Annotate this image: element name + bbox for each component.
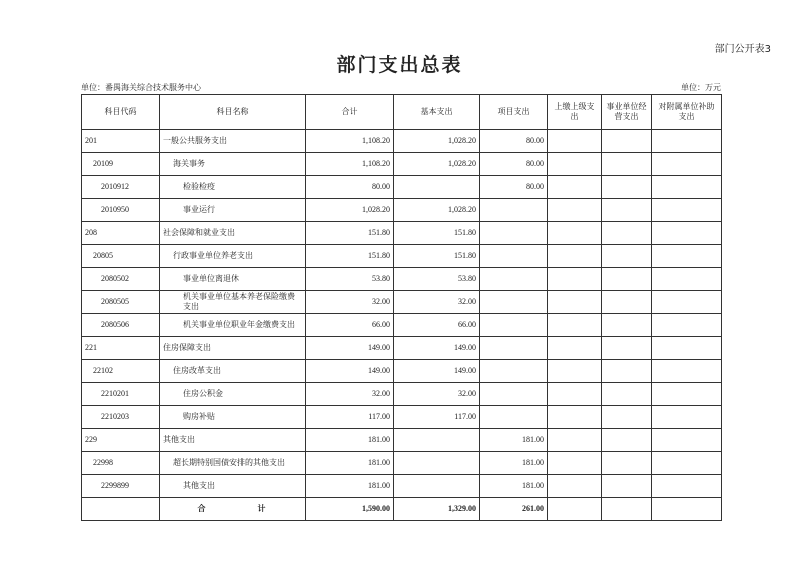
basic-cell: 1,028.20	[394, 130, 480, 153]
table-row	[82, 360, 722, 383]
total-business-cell	[602, 498, 652, 521]
basic-cell	[394, 475, 480, 498]
business-operation-cell	[602, 291, 652, 314]
name-cell: 一般公共服务支出	[160, 130, 306, 153]
table-header-row	[82, 95, 722, 130]
table-row	[82, 452, 722, 475]
basic-cell: 1,028.20	[394, 199, 480, 222]
table-row	[82, 314, 722, 337]
name-cell: 海关事务	[160, 153, 306, 176]
code-cell: 208	[82, 222, 160, 245]
total-row	[82, 498, 722, 521]
code-cell: 2010912	[82, 176, 160, 199]
table-row	[82, 222, 722, 245]
project-cell: 181.00	[480, 475, 548, 498]
basic-cell: 151.80	[394, 222, 480, 245]
header-subsidiary-subsidy: 对附属单位补助支出	[652, 95, 722, 130]
business-operation-cell	[602, 383, 652, 406]
table-row	[82, 475, 722, 498]
subsidiary-subsidy-cell	[652, 130, 722, 153]
total-cell: 66.00	[306, 314, 394, 337]
code-cell: 2080505	[82, 291, 160, 314]
header-name: 科目名称	[160, 95, 306, 130]
project-cell	[480, 383, 548, 406]
code-cell: 221	[82, 337, 160, 360]
project-cell: 181.00	[480, 452, 548, 475]
name-cell: 住房保障支出	[160, 337, 306, 360]
total-cell: 181.00	[306, 452, 394, 475]
total-amount-cell: 1,590.00	[306, 498, 394, 521]
name-cell: 其他支出	[160, 429, 306, 452]
header-business-operation: 事业单位经营支出	[602, 95, 652, 130]
total-cell: 1,108.20	[306, 130, 394, 153]
upper-payment-cell	[548, 176, 602, 199]
table-row	[82, 291, 722, 314]
upper-payment-cell	[548, 360, 602, 383]
basic-cell	[394, 429, 480, 452]
upper-payment-cell	[548, 406, 602, 429]
name-cell: 机关事业单位职业年金缴费支出	[160, 314, 306, 337]
total-cell: 149.00	[306, 337, 394, 360]
total-cell: 117.00	[306, 406, 394, 429]
basic-cell: 66.00	[394, 314, 480, 337]
basic-cell: 53.80	[394, 268, 480, 291]
business-operation-cell	[602, 268, 652, 291]
project-cell	[480, 222, 548, 245]
upper-payment-cell	[548, 268, 602, 291]
business-operation-cell	[602, 176, 652, 199]
business-operation-cell	[602, 337, 652, 360]
project-cell	[480, 291, 548, 314]
table-row	[82, 245, 722, 268]
subsidiary-subsidy-cell	[652, 383, 722, 406]
table-row	[82, 176, 722, 199]
subsidiary-subsidy-cell	[652, 360, 722, 383]
currency-unit-label: 单位：万元	[681, 83, 721, 92]
upper-payment-cell	[548, 383, 602, 406]
upper-payment-cell	[548, 130, 602, 153]
total-cell: 80.00	[306, 176, 394, 199]
name-cell: 检验检疫	[160, 176, 306, 199]
project-cell: 80.00	[480, 153, 548, 176]
project-cell: 80.00	[480, 176, 548, 199]
upper-payment-cell	[548, 291, 602, 314]
basic-cell: 32.00	[394, 383, 480, 406]
total-code-cell	[82, 498, 160, 521]
code-cell: 229	[82, 429, 160, 452]
code-cell: 201	[82, 130, 160, 153]
table-row	[82, 429, 722, 452]
subsidiary-subsidy-cell	[652, 268, 722, 291]
business-operation-cell	[602, 429, 652, 452]
basic-cell: 32.00	[394, 291, 480, 314]
subsidiary-subsidy-cell	[652, 475, 722, 498]
total-subsidy-cell	[652, 498, 722, 521]
subsidiary-subsidy-cell	[652, 222, 722, 245]
header-total: 合计	[306, 95, 394, 130]
project-cell	[480, 406, 548, 429]
project-cell	[480, 360, 548, 383]
business-operation-cell	[602, 475, 652, 498]
upper-payment-cell	[548, 222, 602, 245]
basic-cell	[394, 176, 480, 199]
upper-payment-cell	[548, 452, 602, 475]
subsidiary-subsidy-cell	[652, 245, 722, 268]
name-cell: 住房公积金	[160, 383, 306, 406]
project-cell: 80.00	[480, 130, 548, 153]
name-cell: 社会保障和就业支出	[160, 222, 306, 245]
total-label-cell	[160, 498, 306, 521]
subsidiary-subsidy-cell	[652, 406, 722, 429]
business-operation-cell	[602, 130, 652, 153]
expenditure-table	[81, 94, 722, 521]
project-cell: 181.00	[480, 429, 548, 452]
upper-payment-cell	[548, 199, 602, 222]
upper-payment-cell	[548, 475, 602, 498]
code-cell: 20805	[82, 245, 160, 268]
code-cell: 2010950	[82, 199, 160, 222]
total-project-cell: 261.00	[480, 498, 548, 521]
total-cell: 181.00	[306, 429, 394, 452]
upper-payment-cell	[548, 429, 602, 452]
subsidiary-subsidy-cell	[652, 429, 722, 452]
code-cell: 2210203	[82, 406, 160, 429]
upper-payment-cell	[548, 314, 602, 337]
total-upper-cell	[548, 498, 602, 521]
code-cell: 22998	[82, 452, 160, 475]
business-operation-cell	[602, 153, 652, 176]
total-cell: 32.00	[306, 383, 394, 406]
name-cell: 超长期特别国债安排的其他支出	[160, 452, 306, 475]
project-cell	[480, 337, 548, 360]
code-cell: 22102	[82, 360, 160, 383]
business-operation-cell	[602, 452, 652, 475]
name-cell: 行政事业单位养老支出	[160, 245, 306, 268]
header-project: 项目支出	[480, 95, 548, 130]
header-upper-payment: 上缴上级支出	[548, 95, 602, 130]
basic-cell: 117.00	[394, 406, 480, 429]
subsidiary-subsidy-cell	[652, 199, 722, 222]
basic-cell: 1,028.20	[394, 153, 480, 176]
total-cell: 1,028.20	[306, 199, 394, 222]
table-row	[82, 406, 722, 429]
project-cell	[480, 199, 548, 222]
code-cell: 2080502	[82, 268, 160, 291]
total-cell: 149.00	[306, 360, 394, 383]
name-cell: 机关事业单位基本养老保险缴费支出	[160, 291, 306, 314]
subsidiary-subsidy-cell	[652, 314, 722, 337]
unit-row	[81, 82, 721, 94]
total-cell: 181.00	[306, 475, 394, 498]
upper-payment-cell	[548, 153, 602, 176]
name-cell: 住房改革支出	[160, 360, 306, 383]
subsidiary-subsidy-cell	[652, 291, 722, 314]
name-cell: 购房补贴	[160, 406, 306, 429]
code-cell: 2299899	[82, 475, 160, 498]
subsidiary-subsidy-cell	[652, 452, 722, 475]
table-row	[82, 153, 722, 176]
subsidiary-subsidy-cell	[652, 153, 722, 176]
total-label: 合计	[197, 504, 268, 513]
subsidiary-subsidy-cell	[652, 176, 722, 199]
page-title: 部门支出总表	[336, 54, 463, 76]
business-operation-cell	[602, 406, 652, 429]
table-body	[82, 130, 722, 521]
business-operation-cell	[602, 360, 652, 383]
name-cell: 事业单位离退休	[160, 268, 306, 291]
table-row	[82, 199, 722, 222]
table-row	[82, 337, 722, 360]
header-basic: 基本支出	[394, 95, 480, 130]
subsidiary-subsidy-cell	[652, 337, 722, 360]
total-cell: 151.80	[306, 222, 394, 245]
upper-payment-cell	[548, 245, 602, 268]
total-basic-cell: 1,329.00	[394, 498, 480, 521]
upper-payment-cell	[548, 337, 602, 360]
project-cell	[480, 245, 548, 268]
code-cell: 2080506	[82, 314, 160, 337]
business-operation-cell	[602, 222, 652, 245]
name-cell: 事业运行	[160, 199, 306, 222]
total-cell: 151.80	[306, 245, 394, 268]
business-operation-cell	[602, 245, 652, 268]
form-number: 部门公开表3	[714, 44, 771, 55]
table-row	[82, 383, 722, 406]
table-row	[82, 130, 722, 153]
project-cell	[480, 268, 548, 291]
basic-cell: 151.80	[394, 245, 480, 268]
header-code: 科目代码	[82, 95, 160, 130]
project-cell	[480, 314, 548, 337]
table-row	[82, 268, 722, 291]
name-cell: 其他支出	[160, 475, 306, 498]
code-cell: 2210201	[82, 383, 160, 406]
total-cell: 32.00	[306, 291, 394, 314]
basic-cell	[394, 452, 480, 475]
business-operation-cell	[602, 314, 652, 337]
total-cell: 1,108.20	[306, 153, 394, 176]
organization-label: 单位：番禺海关综合技术服务中心	[81, 83, 201, 92]
code-cell: 20109	[82, 153, 160, 176]
basic-cell: 149.00	[394, 360, 480, 383]
basic-cell: 149.00	[394, 337, 480, 360]
business-operation-cell	[602, 199, 652, 222]
total-cell: 53.80	[306, 268, 394, 291]
